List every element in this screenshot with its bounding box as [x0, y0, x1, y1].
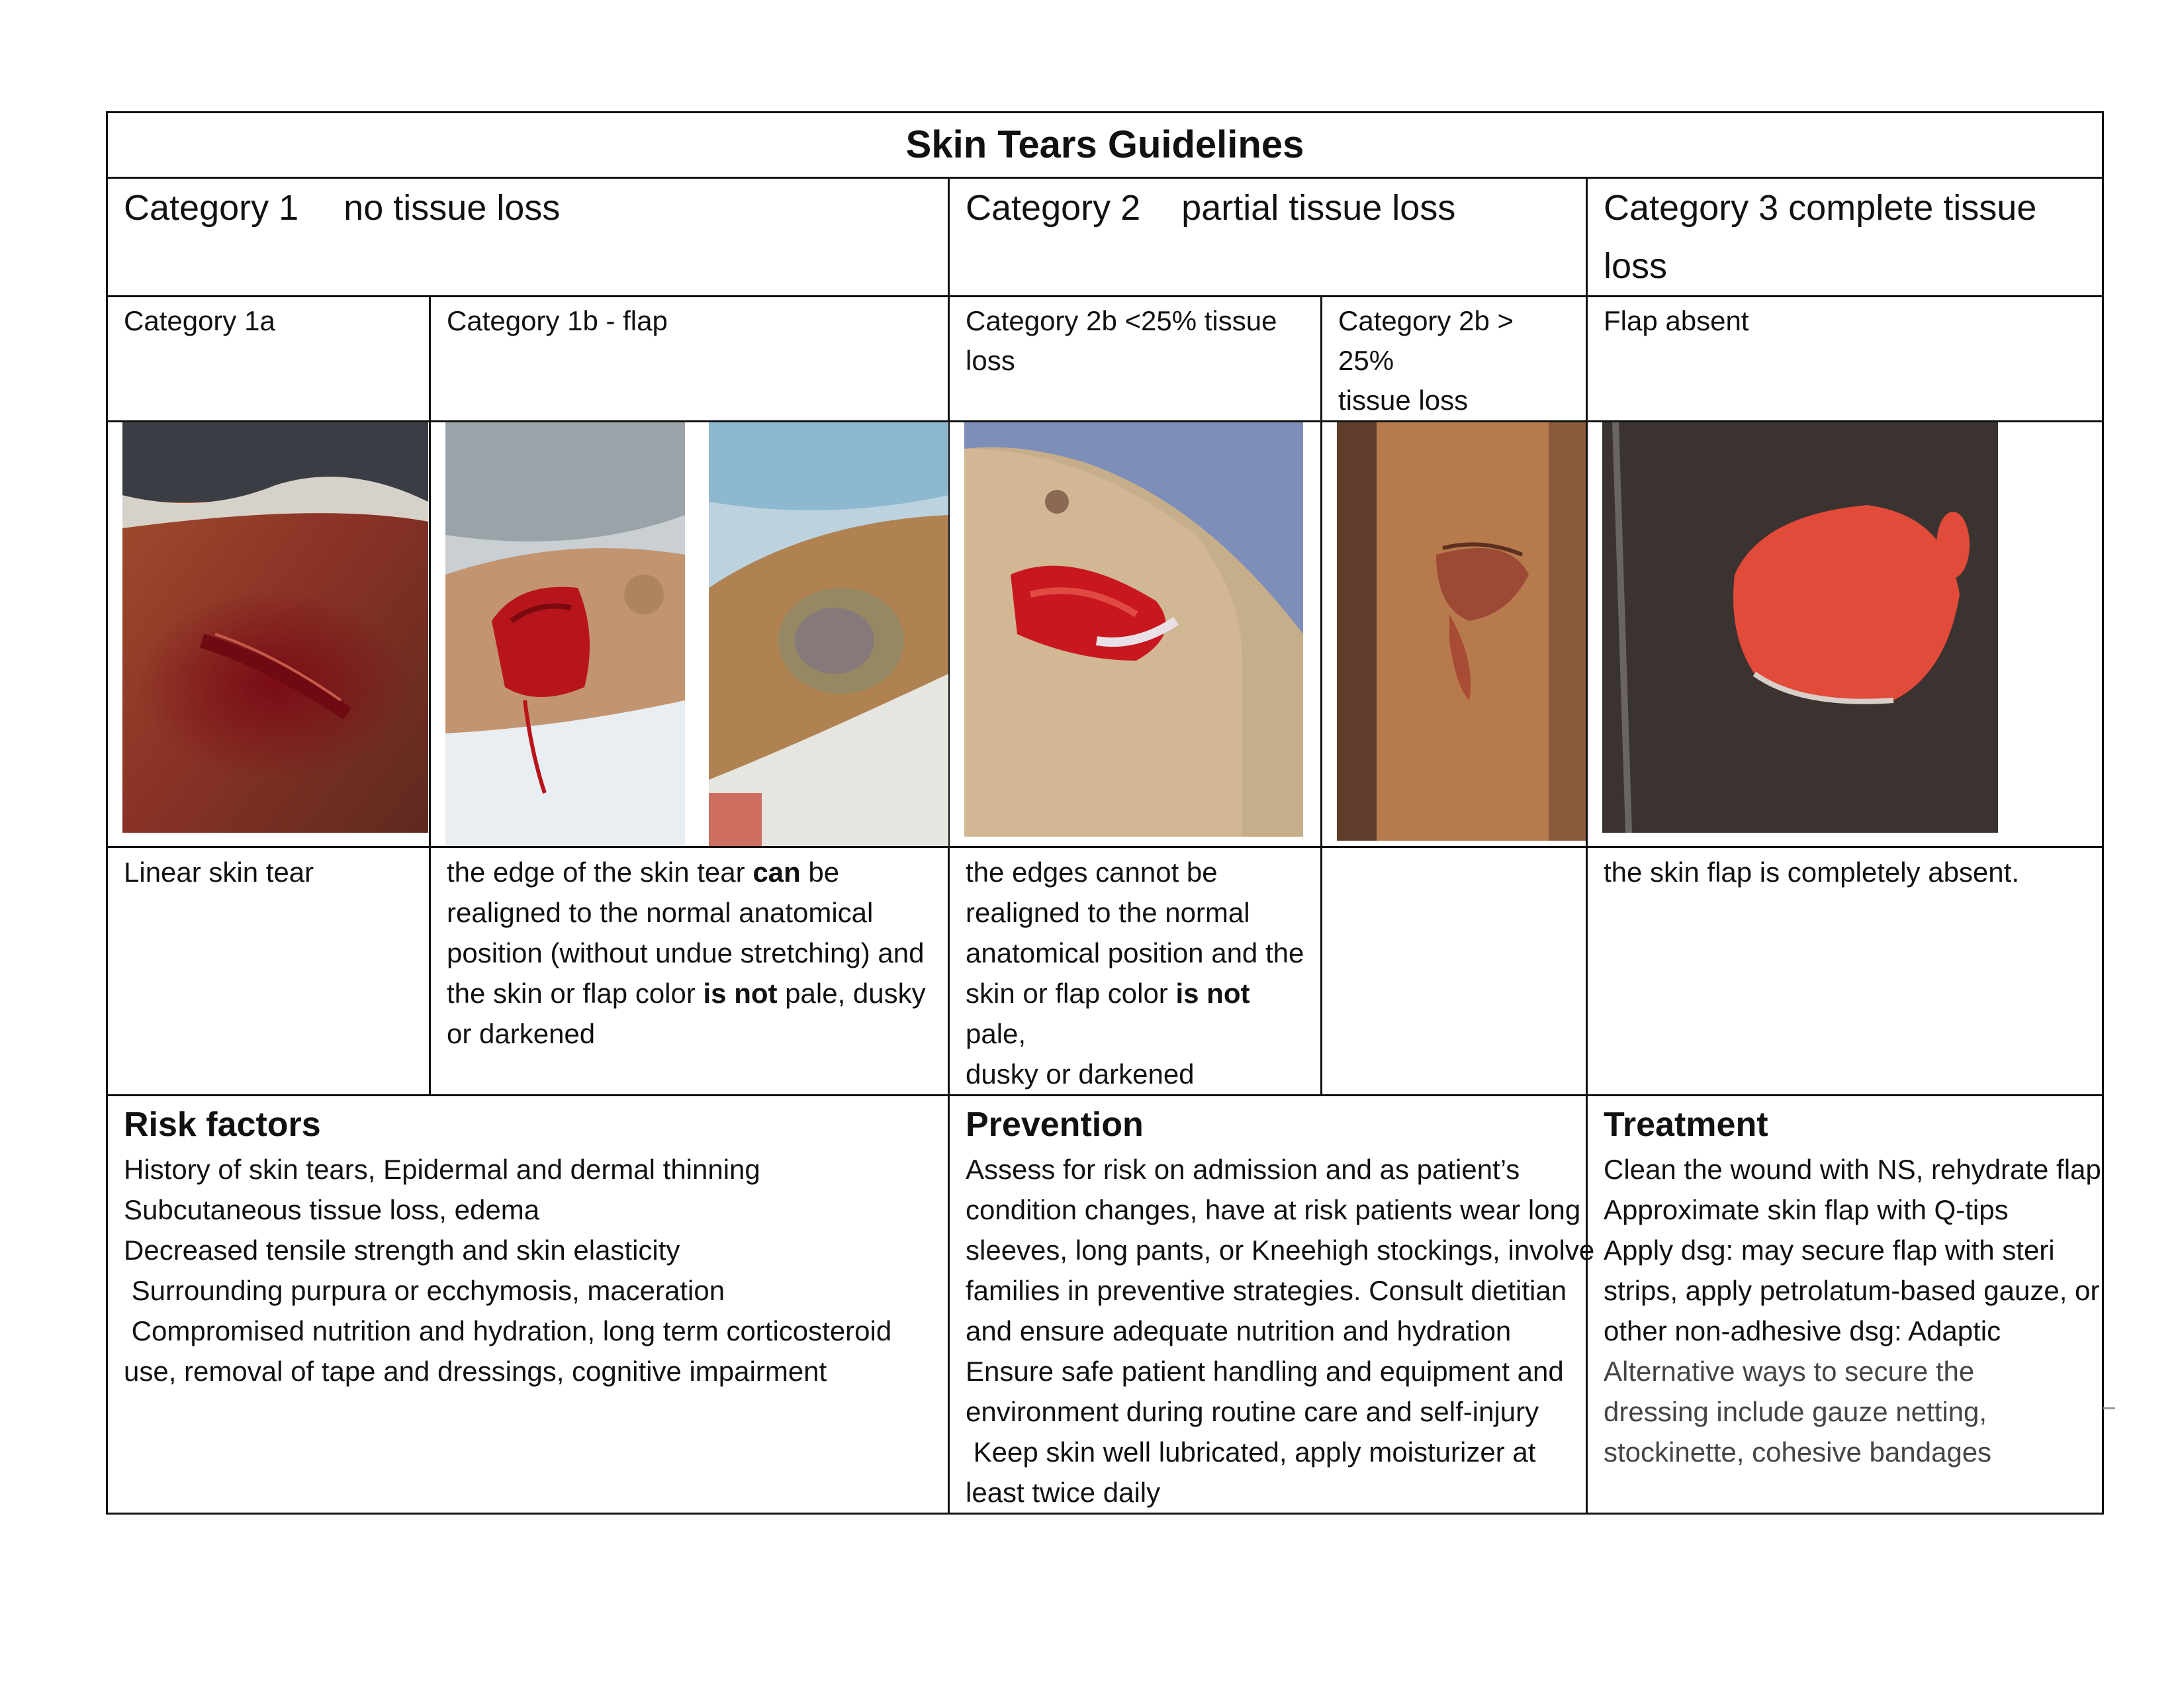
desc-1b: [430, 847, 949, 1096]
prevention-section: [949, 1096, 1595, 1514]
category-2-desc: partial tissue loss: [1181, 188, 1456, 228]
treatment-alt-line: Alternative ways to secure the: [1604, 1356, 1975, 1387]
desc-2b-empty: [1322, 847, 1587, 1096]
category-1-desc: no tissue loss: [343, 188, 561, 228]
desc-2a-text: skin or flap color: [966, 978, 1176, 1009]
corner-crop-mark: [2103, 1407, 2115, 1409]
prevention-line: Assess for risk on admission and as patient’s: [966, 1154, 1520, 1185]
category-1-label: Category 1: [124, 188, 299, 228]
treatment-line: Clean the wound with NS, rehydrate flap: [1604, 1154, 2101, 1185]
prevention-line: Keep skin well lubricated, apply moisturizer at: [966, 1436, 1536, 1468]
prevention-line: and ensure adequate nutrition and hydration: [966, 1315, 1512, 1346]
risk-factor-line: Subcutaneous tissue loss, edema: [124, 1194, 540, 1225]
risk-factor-line: Compromised nutrition and hydration, long term corticosteroid: [124, 1315, 892, 1346]
photo-cell-1b: [430, 422, 949, 847]
subcategory-1b: Category 1b - flap: [430, 297, 949, 422]
photo-flap-tear-1: [445, 422, 685, 846]
desc-2a-emph: is not: [1175, 978, 1250, 1009]
risk-factor-line: Surrounding purpura or ecchymosis, maceration: [124, 1275, 725, 1306]
category-2-header: [949, 178, 1587, 297]
desc-2a: [949, 847, 1322, 1096]
photo-flap-tear-2: [709, 422, 948, 846]
category-2-label: Category 2: [966, 188, 1141, 228]
desc-1b-text: the skin or flap color: [447, 978, 704, 1009]
subcategory-2b: [1322, 297, 1587, 422]
category-3-header: Category 3 complete tissue loss: [1587, 178, 2103, 297]
prevention-line: Ensure safe patient handling and equipment and: [966, 1356, 1564, 1387]
category-1-header: [107, 178, 949, 297]
prevention-line: environment during routine care and self-injury: [966, 1396, 1539, 1427]
treatment-heading: Treatment: [1604, 1105, 1768, 1144]
desc-1b-text: be: [800, 857, 840, 888]
risk-factors-heading: Risk factors: [124, 1105, 321, 1144]
subcategory-1a: Category 1a: [107, 297, 430, 422]
photo-partial-loss-large: [1337, 422, 1586, 841]
subcategory-2a: [949, 297, 1322, 422]
subcategory-2a-line2: loss: [966, 345, 1015, 376]
risk-factor-line: use, removal of tape and dressings, cognitive impairment: [124, 1356, 827, 1387]
desc-1b-text: the edge of the skin tear: [447, 857, 753, 888]
prevention-line: sleeves, long pants, or Kneehigh stockings, involve: [966, 1235, 1595, 1266]
desc-2a-line: dusky or darkened: [966, 1058, 1195, 1090]
photo-cell-1a: [107, 422, 430, 847]
photo-linear-skin-tear: [122, 422, 428, 833]
desc-3: the skin flap is completely absent.: [1587, 847, 2103, 1096]
photo-partial-loss-small: [964, 422, 1303, 837]
desc-1b-emph: can: [752, 857, 801, 888]
prevention-line: condition changes, have at risk patients wear long: [966, 1194, 1581, 1225]
photo-cell-3: [1587, 422, 2103, 847]
photo-cell-2b: [1322, 422, 1587, 847]
treatment-line: strips, apply petrolatum-based gauze, or: [1604, 1275, 2100, 1306]
risk-factors-section: [107, 1096, 949, 1514]
desc-1b-text: pale, dusky: [777, 978, 926, 1009]
subcategory-2a-line1: Category 2b <25% tissue: [966, 305, 1277, 336]
guidelines-sheet: [106, 111, 2102, 1508]
prevention-heading: Prevention: [966, 1105, 1144, 1144]
photo-cell-2a: [949, 422, 1322, 847]
risk-factor-line: Decreased tensile strength and skin elasticity: [124, 1235, 680, 1266]
treatment-section: [1587, 1096, 2103, 1514]
treatment-line: Apply dsg: may secure flap with steri: [1604, 1235, 2055, 1266]
treatment-line: Approximate skin flap with Q-tips: [1604, 1194, 2009, 1225]
desc-1b-line: realigned to the normal anatomical: [447, 897, 874, 928]
desc-1b-line: position (without undue stretching) and: [447, 937, 925, 968]
skin-tears-table: [106, 111, 2104, 1515]
subcategory-2b-line2: tissue loss: [1338, 385, 1469, 416]
page-title: Skin Tears Guidelines: [107, 113, 2103, 178]
subcategory-3: Flap absent: [1587, 297, 2103, 422]
desc-2a-line: anatomical position and the: [966, 937, 1304, 968]
prevention-line: least twice daily: [966, 1477, 1161, 1508]
desc-2a-line: realigned to the normal: [966, 897, 1250, 928]
desc-2a-text: pale,: [966, 1018, 1026, 1049]
desc-1b-line: or darkened: [447, 1018, 596, 1049]
risk-factor-line: History of skin tears, Epidermal and dermal thinning: [124, 1154, 760, 1185]
subcategory-2b-line1: Category 2b > 25%: [1338, 305, 1514, 376]
treatment-alt-line: dressing include gauze netting,: [1604, 1396, 1987, 1427]
photo-flap-absent: [1602, 422, 1998, 833]
desc-1a: Linear skin tear: [107, 847, 430, 1096]
treatment-line: other non-adhesive dsg: Adaptic: [1604, 1315, 2001, 1346]
desc-2a-line: the edges cannot be: [966, 857, 1218, 888]
prevention-line: families in preventive strategies. Consult dietitian: [966, 1275, 1567, 1306]
desc-1b-emph: is not: [703, 978, 778, 1009]
treatment-alt-line: stockinette, cohesive bandages: [1604, 1436, 1992, 1468]
